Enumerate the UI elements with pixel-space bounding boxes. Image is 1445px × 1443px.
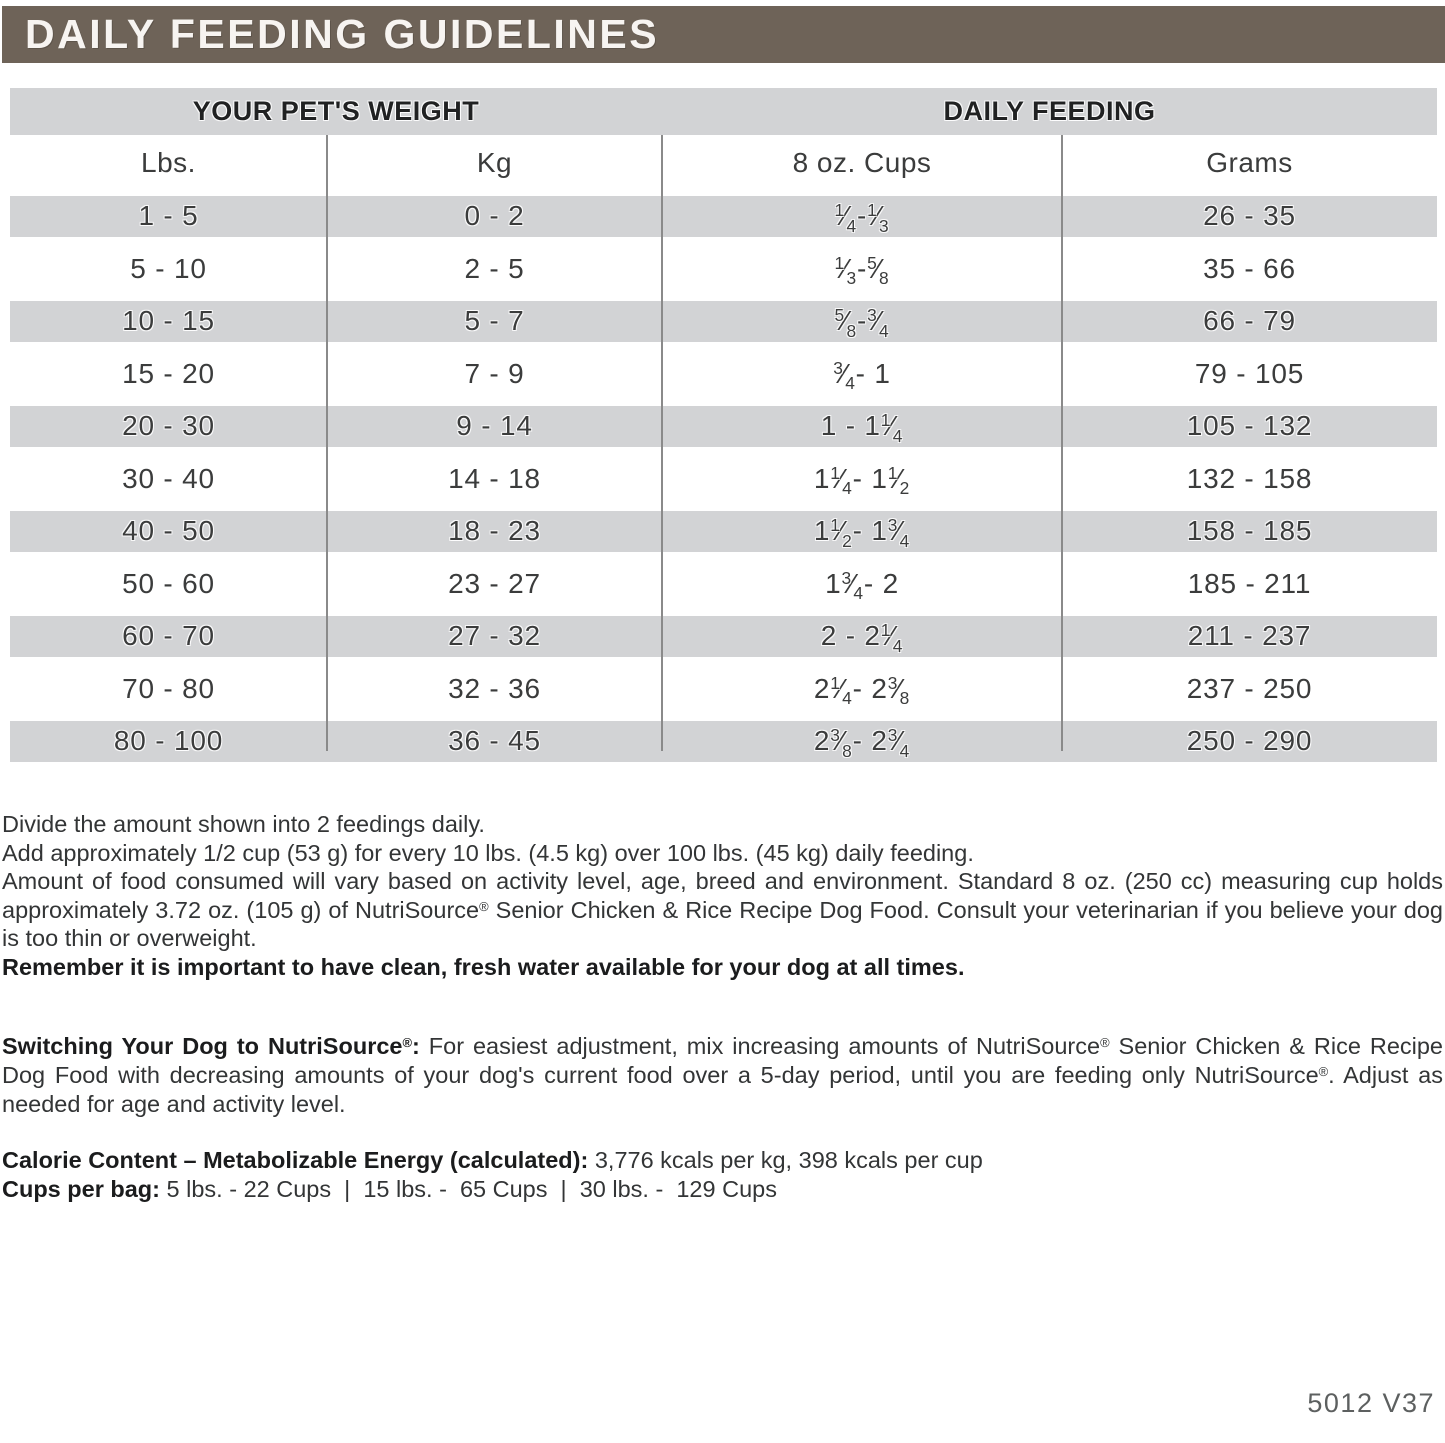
cell-cups: $^1⁄_4$ - $^1⁄_3$ xyxy=(834,200,890,236)
note-amount-varies: Amount of food consumed will vary based on activity level, age, breed and environment. Standard 8 oz. (250 cc) measuring cup holds approximately 3.72 oz. (105 g) of NutriSource® Senior Chicken & Rice Recipe Dog Food. Consult your veterinarian if you believe your dog is too thin or overweight. xyxy=(2,868,1444,951)
cell-lbs: 5 - 10 xyxy=(130,252,207,284)
cell-kg: 27 - 32 xyxy=(448,620,541,652)
feeding-notes xyxy=(2,810,1443,981)
cell-kg: 0 - 2 xyxy=(464,200,525,232)
table-row xyxy=(10,400,1437,453)
cell-kg: 18 - 23 xyxy=(448,515,541,547)
cups-per-bag-lead: Cups per bag: xyxy=(2,1175,160,1202)
table-row xyxy=(10,663,1437,716)
cups-per-bag-line xyxy=(2,1175,1443,1204)
table-row xyxy=(10,610,1437,663)
cell-cups: 1 $^1⁄_2$ - 1 $^3⁄_4$ xyxy=(813,515,911,551)
cell-grams: 26 - 35 xyxy=(1203,200,1296,232)
switching-lead: Switching Your Dog to NutriSource®: xyxy=(2,1032,420,1059)
column-header-cups: 8 oz. Cups xyxy=(792,146,932,178)
group-header-daily-feeding: DAILY FEEDING xyxy=(943,96,1156,126)
cell-cups: 1 - 1 $^1⁄_4$ xyxy=(820,410,904,446)
cell-cups: 2 $^3⁄_8$ - 2 $^3⁄_4$ xyxy=(813,725,911,761)
cell-kg: 7 - 9 xyxy=(464,357,525,389)
cell-grams: 211 - 237 xyxy=(1187,620,1312,652)
calorie-body: 3,776 kcals per kg, 398 kcals per cup xyxy=(588,1146,983,1173)
table-row xyxy=(10,715,1437,768)
calorie-content-line xyxy=(2,1146,1443,1175)
table-row xyxy=(10,505,1437,558)
switching-body: For easiest adjustment, mix increasing amounts of NutriSource® Senior Chicken & Rice Recipe Dog Food with decreasing amounts of your dog's current food over a 5-day period, until you are feeding only NutriSource®. Adjust as needed for age and activity level. xyxy=(2,1032,1443,1117)
table-row xyxy=(10,453,1437,506)
cell-lbs: 80 - 100 xyxy=(113,725,224,757)
cell-kg: 32 - 36 xyxy=(448,672,541,704)
title-bar xyxy=(2,6,1445,63)
column-divider xyxy=(1061,135,1063,751)
cell-grams: 158 - 185 xyxy=(1186,515,1313,547)
cell-kg: 14 - 18 xyxy=(448,462,541,494)
table-row xyxy=(10,348,1437,401)
table-group-header-row xyxy=(10,88,1437,135)
cell-grams: 66 - 79 xyxy=(1203,305,1296,337)
column-divider xyxy=(661,135,663,751)
cell-grams: 79 - 105 xyxy=(1194,357,1305,389)
cell-kg: 9 - 14 xyxy=(456,410,533,442)
cell-grams: 105 - 132 xyxy=(1186,410,1313,442)
cups-per-bag-body: 5 lbs. - 22 Cups | 15 lbs. - 65 Cups | 30 lbs. - 129 Cups xyxy=(159,1175,777,1202)
cell-lbs: 1 - 5 xyxy=(138,200,199,232)
cell-cups: $^3⁄_4$ - 1 xyxy=(833,357,891,394)
cell-lbs: 30 - 40 xyxy=(122,462,215,494)
cell-kg: 36 - 45 xyxy=(448,725,541,757)
table-row xyxy=(10,295,1437,348)
cell-lbs: 10 - 15 xyxy=(122,305,215,337)
cell-lbs: 40 - 50 xyxy=(122,515,215,547)
cell-kg: 23 - 27 xyxy=(448,567,541,599)
note-fresh-water: Remember it is important to have clean, fresh water available for your dog at all times. xyxy=(2,953,965,980)
table-body xyxy=(10,190,1437,768)
switching-paragraph xyxy=(2,1032,1443,1119)
cell-lbs: 70 - 80 xyxy=(122,672,215,704)
table-column-header-row xyxy=(10,135,1437,190)
cell-kg: 5 - 7 xyxy=(464,305,525,337)
page-title: DAILY FEEDING GUIDELINES xyxy=(25,11,660,57)
cell-cups: $^5⁄_8$ - $^3⁄_4$ xyxy=(834,305,890,341)
cell-grams: 237 - 250 xyxy=(1186,672,1313,704)
label-code: 5012 V37 xyxy=(1307,1388,1435,1418)
cell-grams: 132 - 158 xyxy=(1186,462,1313,494)
cell-cups: 1 $^3⁄_4$ - 2 xyxy=(825,567,899,604)
table-row xyxy=(10,243,1437,296)
cell-lbs: 60 - 70 xyxy=(122,620,215,652)
note-divide-feedings: Divide the amount shown into 2 feedings daily. xyxy=(2,811,485,837)
note-add-half-cup: Add approximately 1/2 cup (53 g) for every 10 lbs. (4.5 kg) over 100 lbs. (45 kg) daily feeding. xyxy=(2,839,974,866)
cell-lbs: 50 - 60 xyxy=(122,567,215,599)
calorie-lead: Calorie Content – Metabolizable Energy (calculated): xyxy=(2,1146,589,1173)
cell-cups: 2 - 2 $^1⁄_4$ xyxy=(820,620,904,656)
table-row xyxy=(10,558,1437,611)
column-header-grams: Grams xyxy=(1206,146,1293,178)
cell-cups: $^1⁄_3$ - $^5⁄_8$ xyxy=(834,252,890,289)
feeding-table xyxy=(10,88,1437,768)
cell-grams: 185 - 211 xyxy=(1187,567,1312,599)
column-header-kg: Kg xyxy=(476,146,513,178)
cell-cups: 1 $^1⁄_4$ - 1 $^1⁄_2$ xyxy=(813,462,911,499)
table-row xyxy=(10,190,1437,243)
column-header-lbs: Lbs. xyxy=(141,146,196,178)
cell-lbs: 20 - 30 xyxy=(122,410,215,442)
cell-grams: 250 - 290 xyxy=(1186,725,1313,757)
cell-lbs: 15 - 20 xyxy=(122,357,215,389)
cell-cups: 2 $^1⁄_4$ - 2 $^3⁄_8$ xyxy=(813,672,911,709)
cell-grams: 35 - 66 xyxy=(1203,252,1296,284)
column-divider xyxy=(326,135,328,751)
cell-kg: 2 - 5 xyxy=(464,252,525,284)
group-header-pet-weight: YOUR PET'S WEIGHT xyxy=(192,96,480,126)
